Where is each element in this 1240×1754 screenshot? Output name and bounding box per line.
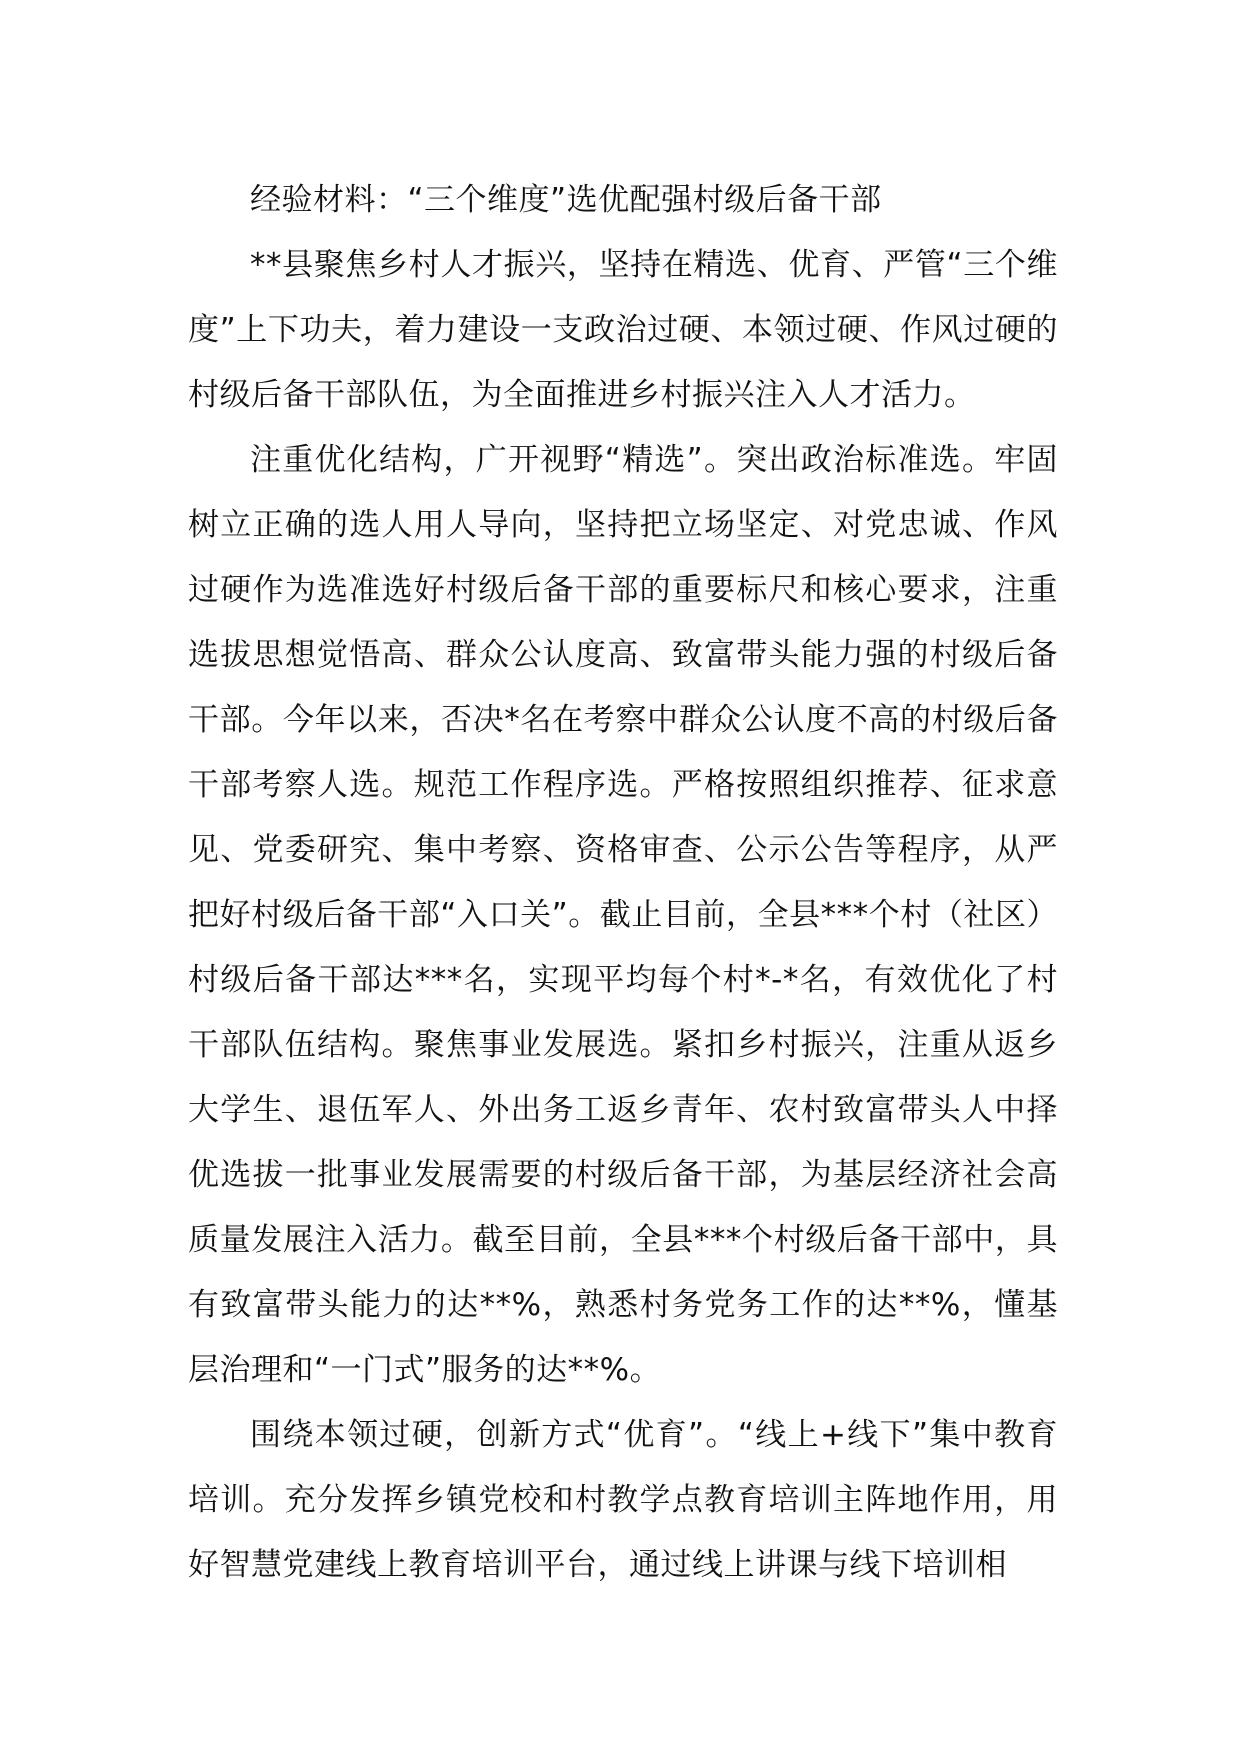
- document-title: 经验材料：“三个维度”选优配强村级后备干部: [250, 182, 882, 218]
- paragraph-selection: 注重优化结构，广开视野“精选”。突出政治标准选。牢固树立正确的选人用人导向，坚持把立场坚定、对党忠诚、作风过硬作为选准选好村级后备干部的重要标尺和核心要求，注重选拔思想觉悟高、群众公认度高、致富带头能力强的村级后备干部。今年以来，否决*名在考察中群众公认度不高的村级后备干部考察人选。规范工作程序选。严格按照组织推荐、征求意见、党委研究、集中考察、资格审查、公示公告等程序，从严把好村级后备干部“入口关”。截止目前，全县***个村（社区）村级后备干部达***名，实现平均每个村*-*名，有效优化了村干部队伍结构。聚焦事业发展选。紧扣乡村振兴，注重从返乡大学生、退伍军人、外出务工返乡青年、农村致富带头人中择优选拔一批事业发展需要的村级后备干部，为基层经济社会高质量发展注入活力。截至目前，全县***个村级后备干部中，具有致富带头能力的达**%，熟悉村务党务工作的达**%，懂基层治理和“一门式”服务的达**%。: [188, 442, 1058, 1388]
- document-body: [188, 168, 1058, 1598]
- paragraph-intro: **县聚焦乡村人才振兴，坚持在精选、优育、严管“三个维度”上下功夫，着力建设一支政治过硬、本领过硬、作风过硬的村级后备干部队伍，为全面推进乡村振兴注入人才活力。: [188, 247, 1058, 413]
- paragraph-training: 围绕本领过硬，创新方式“优育”。“线上+线下”集中教育培训。充分发挥乡镇党校和村教学点教育培训主阵地作用，用好智慧党建线上教育培训平台，通过线上讲课与线下培训相: [188, 1417, 1058, 1583]
